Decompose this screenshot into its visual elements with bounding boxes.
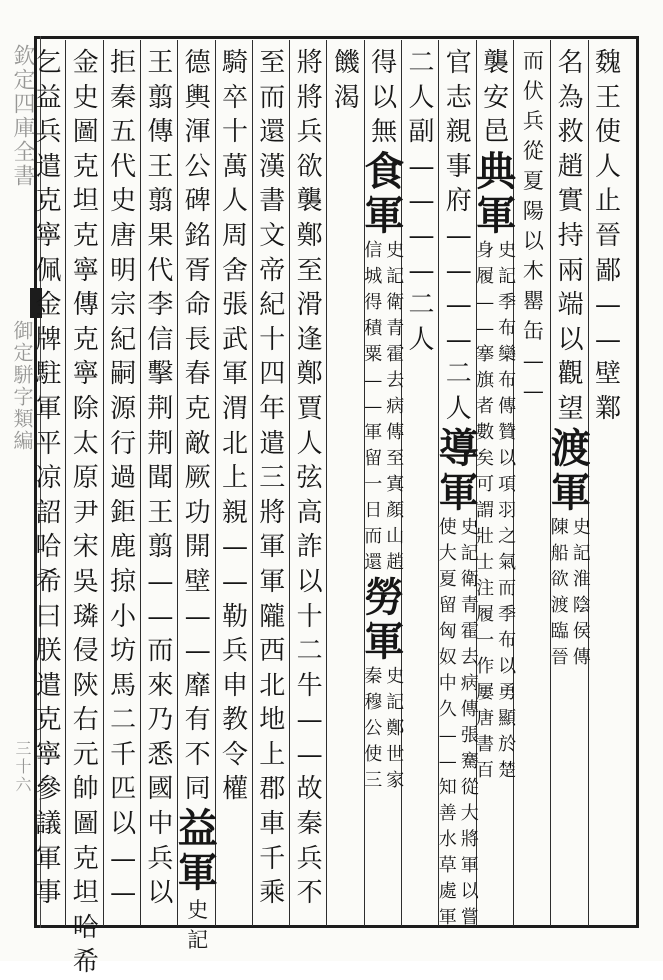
- margin-section-title: 御定駢字類編: [10, 320, 34, 452]
- text-column: [177, 46, 218, 953]
- frame-top-border: [36, 36, 639, 39]
- column-annotation: 史 記 淮 陰 侯 傳 陳 船 欲 渡 臨 晉: [550, 516, 591, 668]
- text-column: [252, 46, 292, 924]
- column-annotation: 史 記: [187, 898, 209, 953]
- entry-headword: 導 軍: [438, 424, 479, 516]
- text-column: [215, 46, 255, 924]
- text-column: [513, 46, 553, 924]
- text-column: [290, 46, 330, 924]
- text-column: [327, 46, 367, 924]
- column-text: 乞 益 兵 遣 克 寧 佩 金 牌 駐 軍 平 凉 詔 哈 希 曰 朕 遣 克 寧 參 議 軍 事: [35, 48, 62, 909]
- margin-page-number: 三十六: [13, 740, 32, 794]
- column-text: 二 人 副 — — — — 二 人: [408, 48, 435, 355]
- column-annotation: 史 記 衛 青 霍 去 病 傳 至 寘 顏 山 趙 信 城 得 積 粟 — — 軍 留 一 日 而 還: [364, 239, 405, 573]
- column-text: 將 將 兵 欲 襲 鄭 至 滑 逢 鄭 賈 人 弦 高 詐 以 十 二 牛 — — 故 秦 兵 不: [296, 48, 323, 909]
- column-text: 襲 安 邑: [483, 48, 510, 148]
- text-column: [476, 46, 516, 924]
- text-column: [588, 46, 628, 924]
- column-text: 得 以 無: [371, 48, 398, 148]
- column-text: 王 翦 傳 王 翦 果 代 李 信 擊 荆 荆 聞 王 翦 — — 而 來 乃 悉 國 中 兵 以: [147, 48, 174, 909]
- column-text: 饑 渴: [333, 48, 360, 113]
- entry-headword: 勞 軍: [364, 573, 405, 665]
- column-text: 名 為 救 趙 實 持 兩 端 以 觀 望: [557, 48, 584, 424]
- margin-book-title: 欽定四庫全書: [10, 44, 35, 188]
- entry-headword: 食 軍: [364, 147, 405, 239]
- column-text: 金 史 圖 克 坦 克 寧 傳 克 寧 除 太 原 尹 宋 吳 璘 侵 陝 右 元 帥 圖 克 坦 哈 希: [72, 48, 99, 978]
- column-text: 拒 秦 五 代 史 唐 明 宗 紀 嗣 源 行 過 鉅 鹿 掠 小 坊 馬 二 千 匹 以 — —: [110, 48, 137, 909]
- column-annotation: 史 記 季 布 欒 布 傳 贊 以 項 羽 之 氣 而 季 布 以 勇 顯 於 楚 身 履 — — 搴 旗 者 數 矣 可 謂 壯 士 注 履 一 作 屢 唐 書 百: [476, 239, 517, 781]
- column-text: 騎 卒 十 萬 人 周 舍 張 武 軍 渭 北 上 親 — — 勒 兵 申 教 令 權: [221, 48, 248, 805]
- text-column: [29, 46, 69, 924]
- frame-right-border: [636, 36, 639, 928]
- text-column: [402, 46, 442, 924]
- frame-bottom-border: [36, 925, 639, 928]
- column-text: 魏 王 使 人 止 晉 鄙 — — 壁 鄴: [594, 48, 621, 424]
- column-annotation: 而 伏 兵 從 夏 陽 以 木 罌 缶 — —: [522, 49, 544, 403]
- text-column: [140, 46, 180, 924]
- entry-headword: 益 軍: [177, 805, 218, 897]
- column-annotation: 史 記 鄭 世 家 秦 穆 公 使 三: [364, 665, 405, 791]
- text-column: [66, 46, 106, 978]
- entry-headword: 典 軍: [476, 147, 517, 239]
- column-text: 德 輿 渾 公 碑 銘 胥 命 長 春 克 敵 厥 功 開 壁 — — 靡 有 不 同: [184, 48, 211, 805]
- column-text: 至 而 還 漢 書 文 帝 紀 十 四 年 遣 三 將 軍 軍 隴 西 北 地 上 郡 車 千 乘: [259, 48, 286, 909]
- text-column: [364, 46, 404, 924]
- text-column: [551, 46, 591, 924]
- text-column: [103, 46, 143, 924]
- entry-headword: 渡 軍: [550, 424, 591, 516]
- text-column: [438, 46, 479, 928]
- column-annotation: 史 記 衛 青 霍 去 病 傳 張 騫 從 大 將 軍 以 嘗 使 大 夏 留 匈 奴 中 久 — — 知 善 水 草 處 軍: [438, 516, 479, 928]
- column-text: 官 志 親 事 府 — — — — 二 人: [445, 48, 472, 424]
